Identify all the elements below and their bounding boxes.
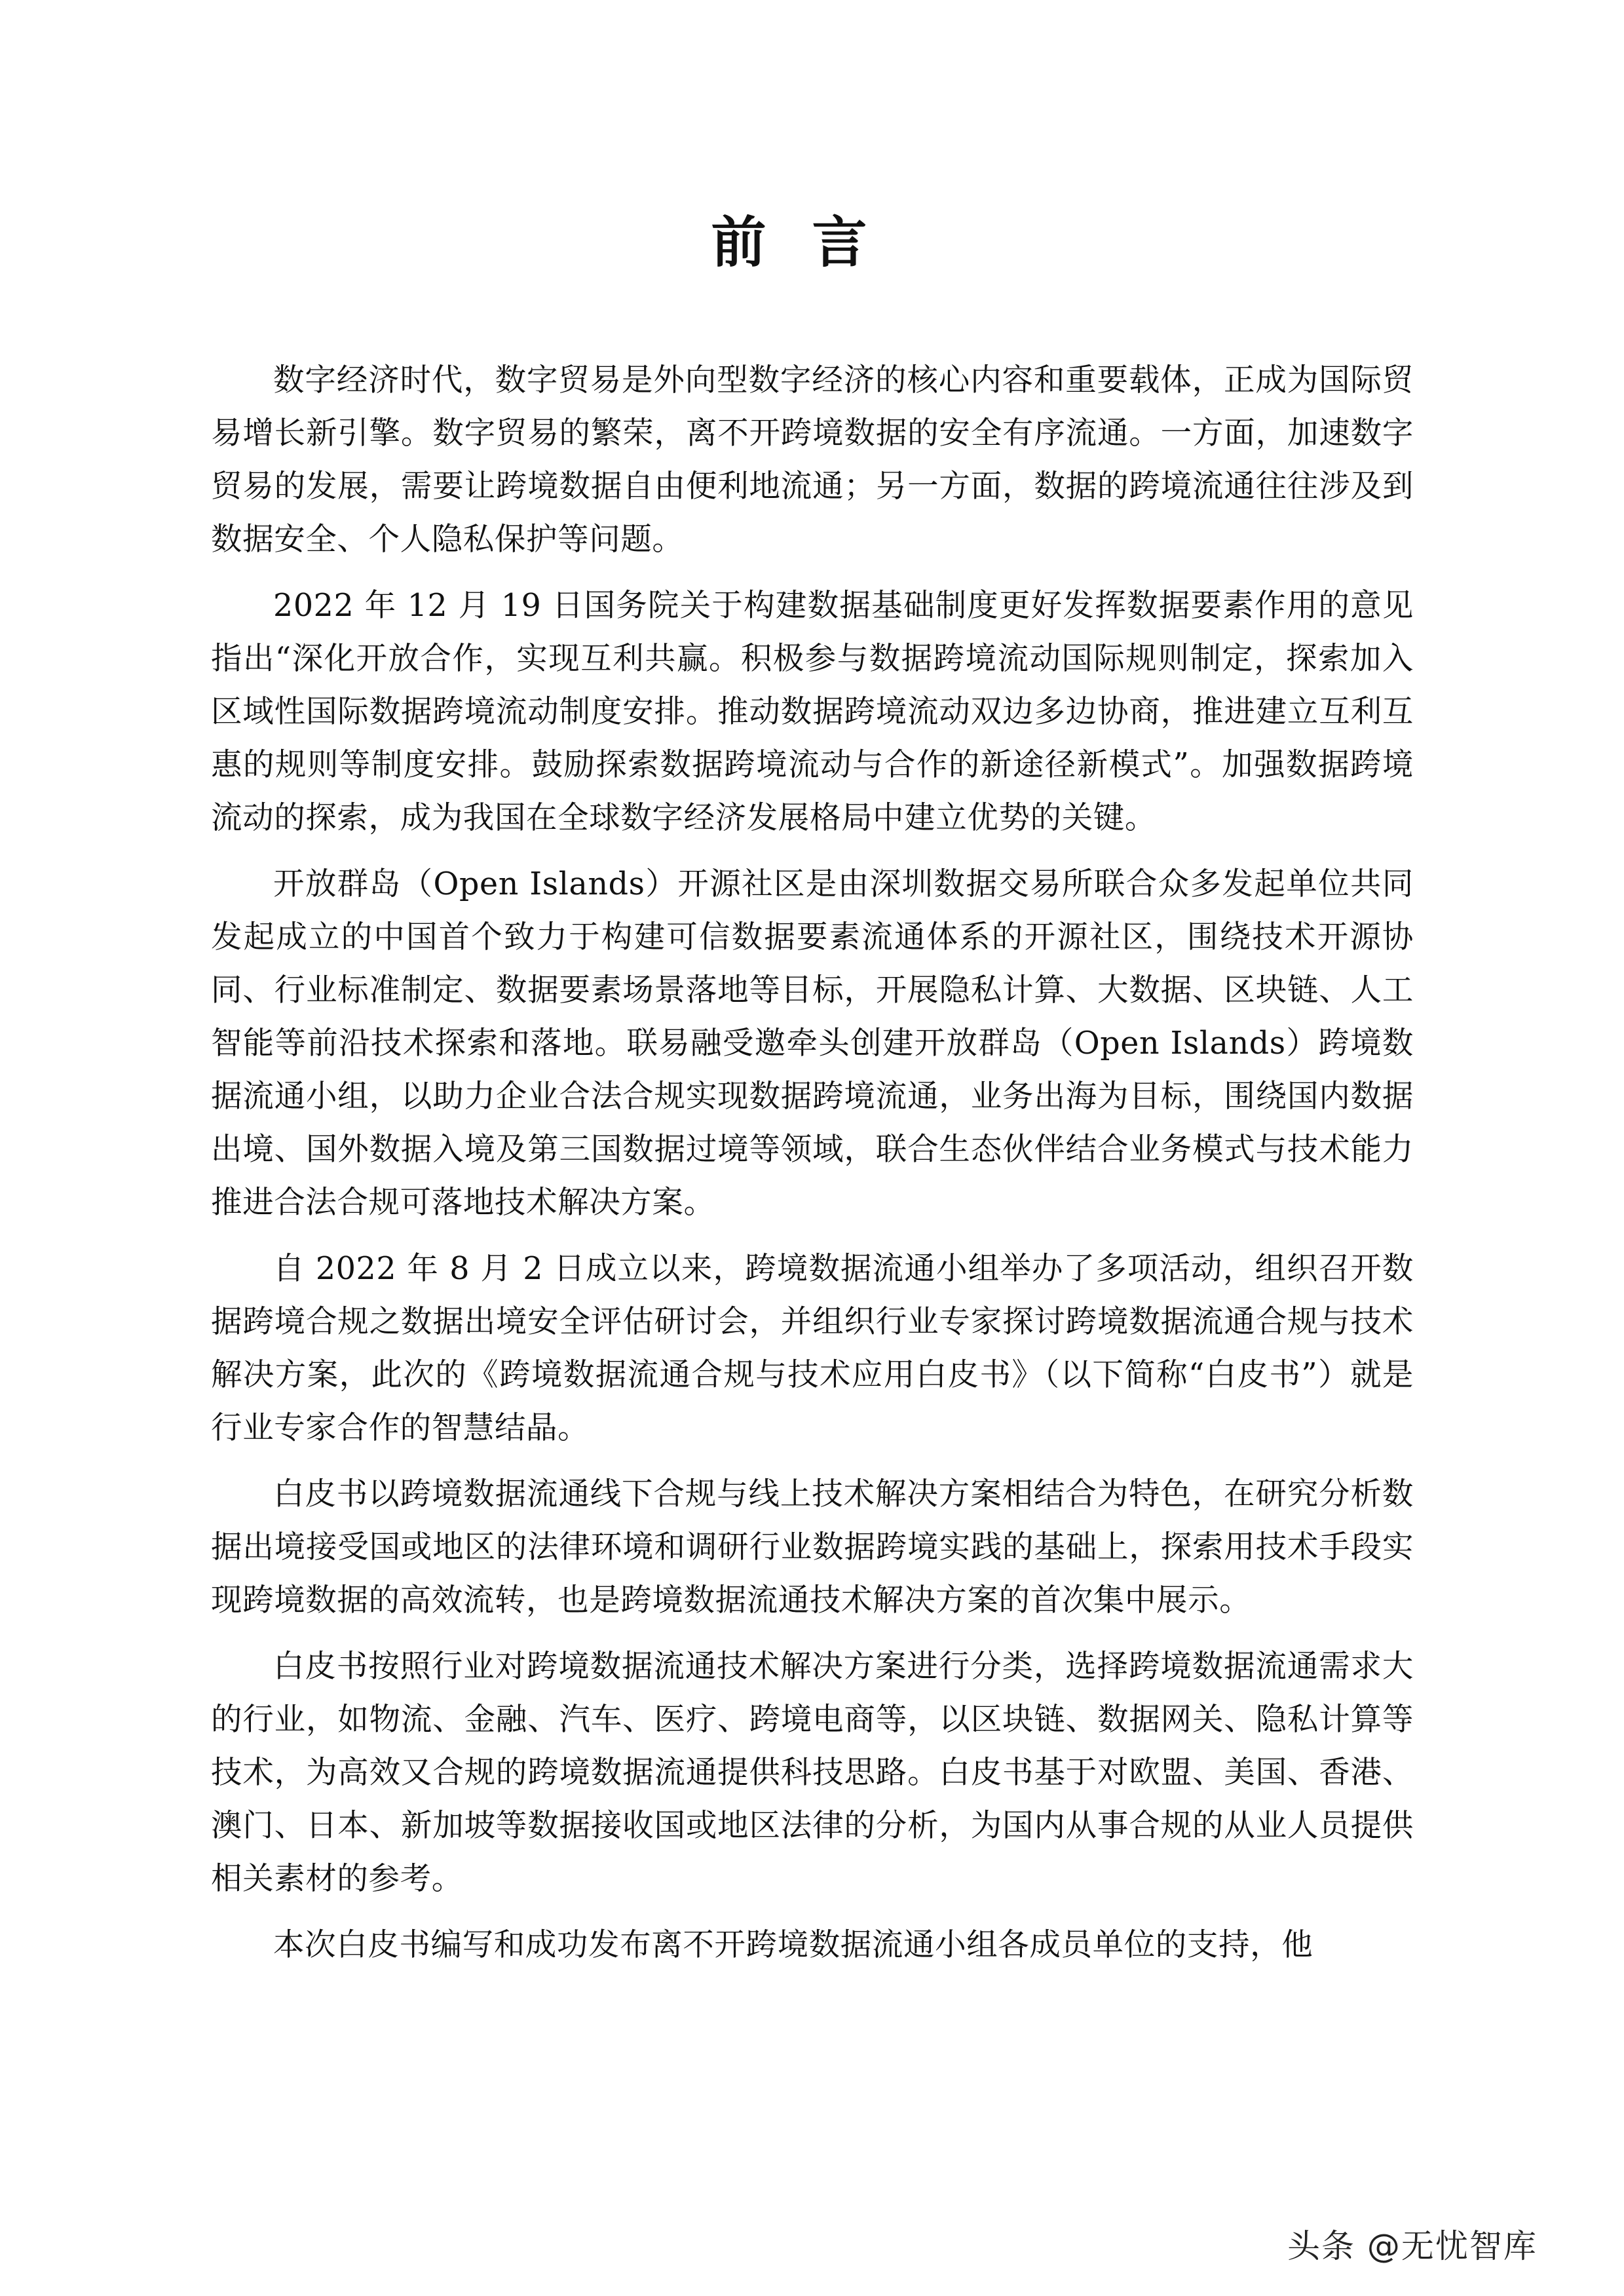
paragraph-state-council-opinion: 2022 年 12 月 19 日国务院关于构建数据基础制度更好发挥数据要素作用的意见指出“深化开放合作，实现互利共赢。积极参与数据跨境流动国际规则制定，探索加入区域性国际数据跨境流动制度安排。推动数据跨境流动双边多边协商，推进建立互利互惠的规则等制度安排。鼓励探索数据跨境流动与合作的新途径新模式”。加强数据跨境流动的探索，成为我国在全球数字经济发展格局中建立优势的关键。	[211, 588, 1414, 836]
watermark-label: 头条 @无忧智库	[1287, 2227, 1538, 2265]
paragraph-group-activities: 自 2022 年 8 月 2 日成立以来，跨境数据流通小组举办了多项活动，组织召开数据跨境合规之数据出境安全评估研讨会，并组织行业专家探讨跨境数据流通合规与技术解决方案，此次的《跨境数据流通合规与技术应用白皮书》（以下简称“白皮书”）就是行业专家合作的智慧结晶。	[211, 1251, 1414, 1446]
paragraph-intro: 数字经济时代，数字贸易是外向型数字经济的核心内容和重要载体，正成为国际贸易增长新引擎。数字贸易的繁荣，离不开跨境数据的安全有序流通。一方面，加速数字贸易的发展，需要让跨境数据自由便利地流通；另一方面，数据的跨境流通往往涉及到数据安全、个人隐私保护等问题。	[211, 362, 1414, 558]
page-title: 前言	[711, 210, 913, 275]
document-body	[211, 354, 1414, 1985]
paragraph-whitepaper-features: 白皮书以跨境数据流通线下合规与线上技术解决方案相结合为特色，在研究分析数据出境接受国或地区的法律环境和调研行业数据跨境实践的基础上，探索用技术手段实现跨境数据的高效流转，也是跨境数据流通技术解决方案的首次集中展示。	[211, 1476, 1414, 1618]
paragraph-open-islands: 开放群岛（Open Islands）开源社区是由深圳数据交易所联合众多发起单位共同发起成立的中国首个致力于构建可信数据要素流通体系的开源社区，围绕技术开源协同、行业标准制定、数据要素场景落地等目标，开展隐私计算、大数据、区块链、人工智能等前沿技术探索和落地。联易融受邀牵头创建开放群岛（Open Islands）跨境数据流通小组，以助力企业合法合规实现数据跨境流通，业务出海为目标，围绕国内数据出境、国外数据入境及第三国数据过境等领域，联合生态伙伴结合业务模式与技术能力推进合法合规可落地技术解决方案。	[211, 866, 1414, 1221]
paragraph-whitepaper-classification: 白皮书按照行业对跨境数据流通技术解决方案进行分类，选择跨境数据流通需求大的行业，如物流、金融、汽车、医疗、跨境电商等，以区块链、数据网关、隐私计算等技术，为高效又合规的跨境数据流通提供科技思路。白皮书基于对欧盟、美国、香港、澳门、日本、新加坡等数据接收国或地区法律的分析，为国内从事合规的从业人员提供相关素材的参考。	[211, 1649, 1414, 1897]
paragraph-acknowledgement: 本次白皮书编写和成功发布离不开跨境数据流通小组各成员单位的支持，他	[273, 1927, 1313, 1963]
